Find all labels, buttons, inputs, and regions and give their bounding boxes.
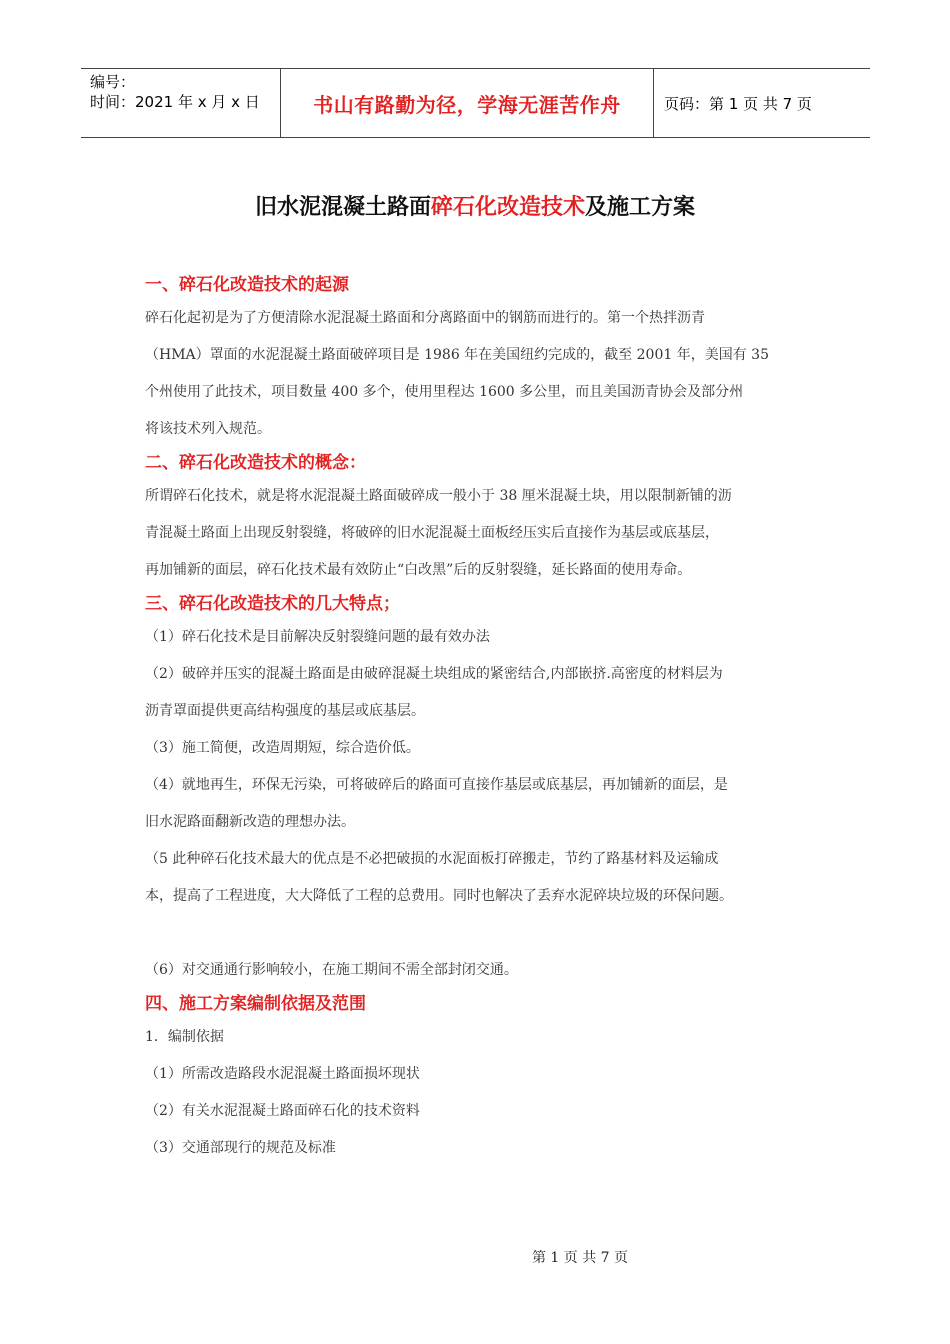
document-body	[145, 270, 810, 1167]
section-3-line: （2）破碎并压实的混凝土路面是由破碎混凝土块组成的紧密结合,内部嵌挤.高密度的材料层为	[145, 666, 723, 682]
section-3-line: （3）施工简便，改造周期短，综合造价低。	[145, 740, 420, 756]
section-4-line: （3）交通部现行的规范及标准	[145, 1140, 336, 1156]
section-4-heading: 四、施工方案编制依据及范围	[145, 994, 366, 1014]
section-3-line: （4）就地再生，环保无污染，可将破碎后的路面可直接作基层或底基层，再加铺新的面层，是	[145, 777, 728, 793]
section-1-heading: 一、碎石化改造技术的起源	[145, 275, 349, 295]
section-1-line: 碎石化起初是为了方便清除水泥混凝土路面和分离路面中的钢筋而进行的。第一个热拌沥青	[145, 310, 705, 326]
header-motto: 书山有路勤为径，学海无涯苦作舟	[281, 69, 654, 137]
section-3-line: （1）碎石化技术是目前解决反射裂缝问题的最有效办法	[145, 629, 490, 645]
title-part-2-highlight: 碎石化改造技术	[430, 195, 585, 220]
section-1-line: 将该技术列入规范。	[145, 421, 271, 437]
section-3-line: （6）对交通通行影响较小，在施工期间不需全部封闭交通。	[145, 962, 518, 978]
section-2-heading: 二、碎石化改造技术的概念：	[145, 453, 366, 473]
section-3-line: 沥青罩面提供更高结构强度的基层或底基层。	[145, 703, 425, 719]
header-meta	[81, 69, 281, 137]
document-header	[81, 68, 870, 138]
title-part-1: 旧水泥混凝土路面	[254, 195, 431, 220]
title-part-3: 及施工方案	[585, 195, 696, 220]
section-4-line: （2）有关水泥混凝土路面碎石化的技术资料	[145, 1103, 420, 1119]
section-4-line: 1．编制依据	[145, 1029, 224, 1045]
section-2-line: 青混凝土路面上出现反射裂缝，将破碎的旧水泥混凝土面板经压实后直接作为基层或底基层，	[145, 525, 719, 541]
section-3-line: 本，提高了工程进度，大大降低了工程的总费用。同时也解决了丢弃水泥碎块垃圾的环保问题。	[145, 888, 733, 904]
blank-line	[145, 915, 810, 952]
document-title	[0, 190, 950, 221]
header-number-label: 编号：	[90, 73, 136, 91]
section-3-line: （5 此种碎石化技术最大的优点是不必把破损的水泥面板打碎搬走，节约了路基材料及运输成	[145, 851, 719, 867]
section-2-line: 所谓碎石化技术，就是将水泥混凝土路面破碎成一般小于 38 厘米混凝土块，用以限制新铺的沥	[145, 488, 732, 504]
page-footer: 第 1 页 共 7 页	[531, 1250, 629, 1266]
section-3-line: 旧水泥路面翻新改造的理想办法。	[145, 814, 355, 830]
header-time-label: 时间：2021 年 x 月 x 日	[90, 93, 260, 111]
section-3-heading: 三、碎石化改造技术的几大特点；	[145, 594, 400, 614]
section-1-line: 个州使用了此技术，项目数量 400 多个，使用里程达 1600 多公里，而且美国沥青协会及部分州	[145, 384, 744, 400]
section-2-line: 再加铺新的面层，碎石化技术最有效防止“白改黑”后的反射裂缝，延长路面的使用寿命。	[145, 562, 692, 578]
section-4-line: （1）所需改造路段水泥混凝土路面损坏现状	[145, 1066, 420, 1082]
header-page-info: 页码：第 1 页 共 7 页	[664, 94, 812, 113]
section-1-line: （HMA）罩面的水泥混凝土路面破碎项目是 1986 年在美国纽约完成的，截至 2001 年，美国有 35	[145, 347, 769, 363]
